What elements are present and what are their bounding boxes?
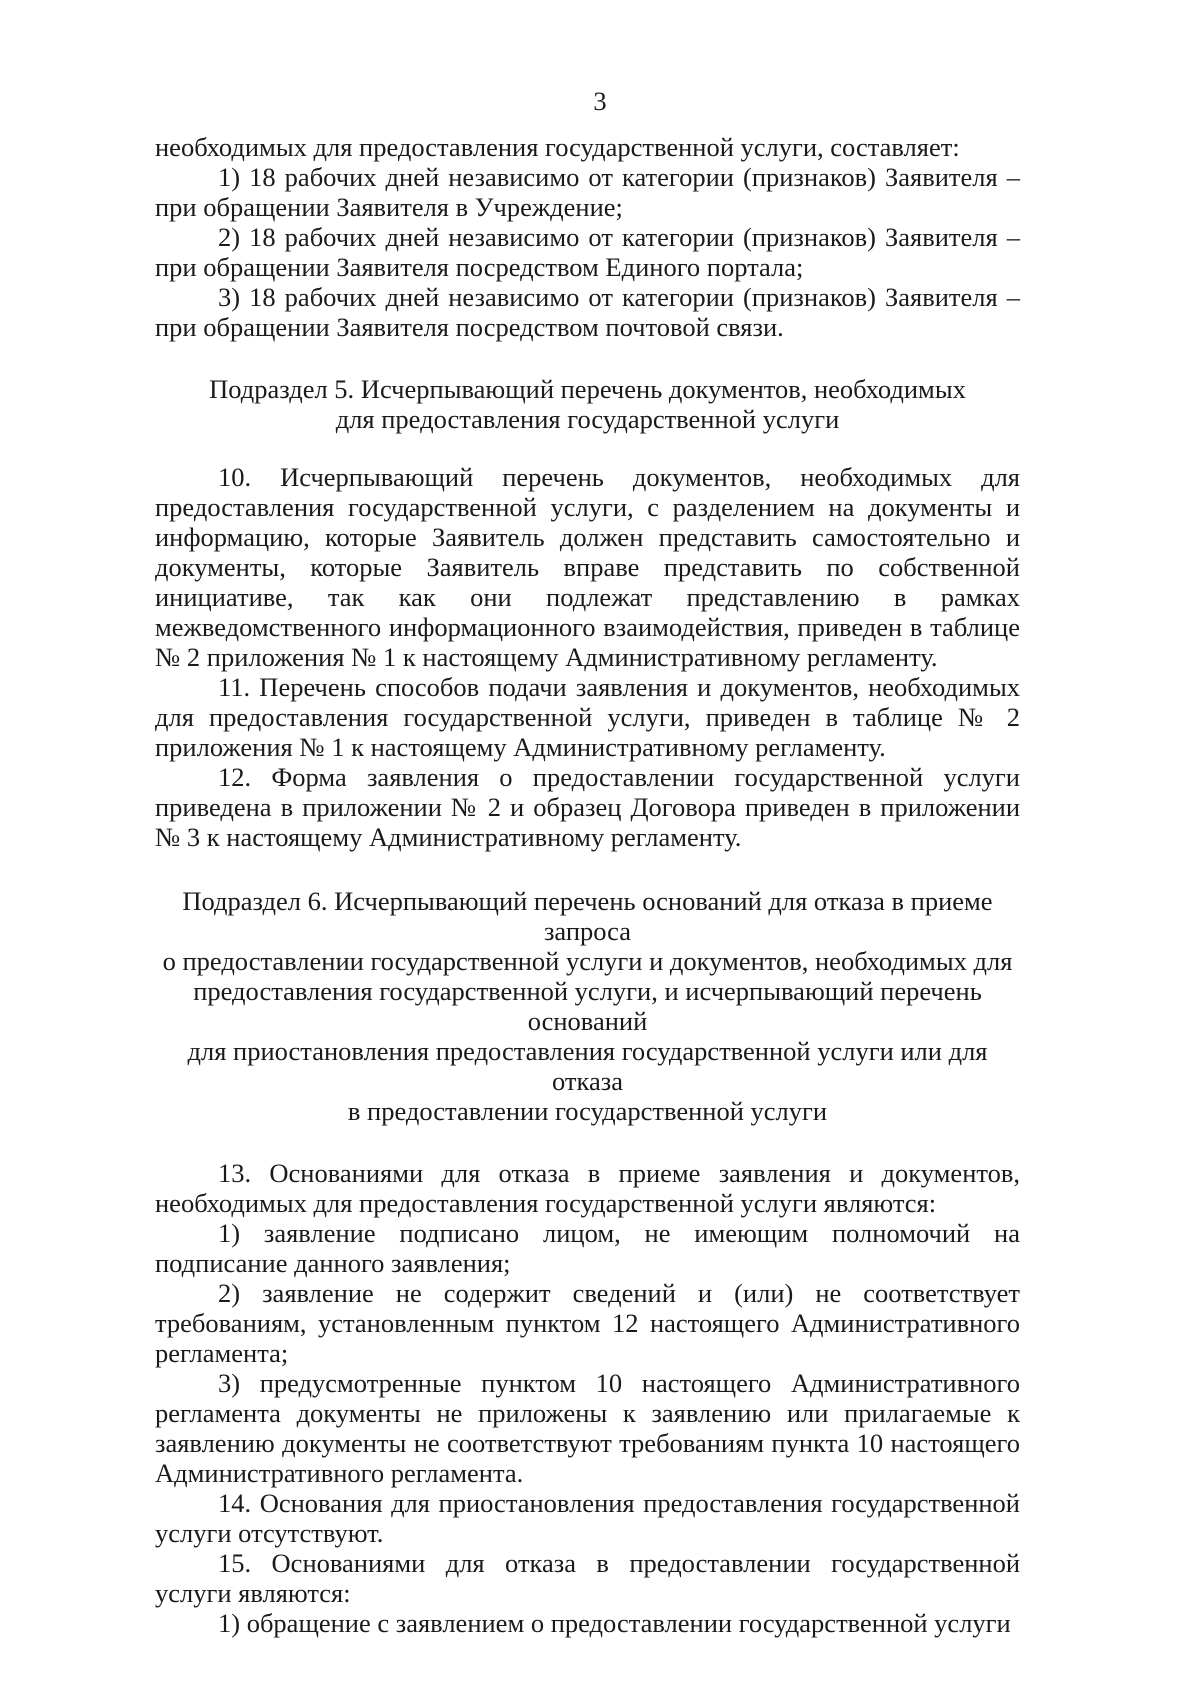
heading-line: для предоставления государственной услуги [335, 404, 840, 434]
list-item: 2) заявление не содержит сведений и (или) не соответствует требованиям, установленным пунктом 12 настоящего Административного регламента; [155, 1278, 1020, 1368]
paragraph-15: 15. Основаниями для отказа в предоставлении государственной услуги являются: [155, 1548, 1020, 1608]
heading-line: о предоставлении государственной услуги и документов, необходимых для [162, 946, 1013, 976]
paragraph-lead: необходимых для предоставления государственной услуги, составляет: [155, 132, 960, 162]
subsection-6-heading [155, 886, 1020, 1126]
list-item: 1) 18 рабочих дней независимо от категории (признаков) Заявителя – при обращении Заявителя в Учреждение; [155, 162, 1020, 222]
subsection-5-heading [155, 374, 1020, 434]
heading-line: предоставления государственной услуги, и исчерпывающий перечень оснований [193, 976, 982, 1036]
paragraph-11: 11. Перечень способов подачи заявления и документов, необходимых для предоставления государственной услуги, приведен в таблице № 2 приложения № 1 к настоящему Административному регламенту. [155, 672, 1020, 762]
list-item: 1) обращение с заявлением о предоставлении государственной услуги [218, 1608, 1011, 1638]
document-body [155, 132, 1020, 1638]
list-item: 2) 18 рабочих дней независимо от категории (признаков) Заявителя – при обращении Заявителя посредством Единого портала; [155, 222, 1020, 282]
paragraph-10: 10. Исчерпывающий перечень документов, необходимых для предоставления государственной услуги, с разделением на документы и информацию, которые Заявитель должен представить самостоятельно и документы, которые Заявитель вправе представить по собственной инициативе, так как они подлежат представлению в рамках межведомственного информационного взаимодействия, приведен в таблице № 2 приложения № 1 к настоящему Административному регламенту. [155, 462, 1020, 672]
list-item: 3) предусмотренные пунктом 10 настоящего Административного регламента документы не приложены к заявлению или прилагаемые к заявлению документы не соответствуют требованиям пункта 10 настоящего Административного регламента. [155, 1368, 1020, 1488]
heading-line: Подраздел 5. Исчерпывающий перечень документов, необходимых [209, 374, 966, 404]
heading-line: в предоставлении государственной услуги [347, 1096, 828, 1126]
list-item: 3) 18 рабочих дней независимо от категории (признаков) Заявителя – при обращении Заявителя посредством почтовой связи. [155, 282, 1020, 342]
list-item: 1) заявление подписано лицом, не имеющим полномочий на подписание данного заявления; [155, 1218, 1020, 1278]
paragraph-13: 13. Основаниями для отказа в приеме заявления и документов, необходимых для предоставления государственной услуги являются: [155, 1158, 1020, 1218]
heading-line: Подраздел 6. Исчерпывающий перечень оснований для отказа в приеме запроса [182, 886, 993, 946]
page-number: 3 [593, 86, 607, 116]
paragraph-14: 14. Основания для приостановления предоставления государственной услуги отсутствуют. [155, 1488, 1020, 1548]
paragraph-12: 12. Форма заявления о предоставлении государственной услуги приведена в приложении № 2 и образец Договора приведен в приложении № 3 к настоящему Административному регламенту. [155, 762, 1020, 852]
heading-line: для приостановления предоставления государственной услуги или для отказа [187, 1036, 988, 1096]
